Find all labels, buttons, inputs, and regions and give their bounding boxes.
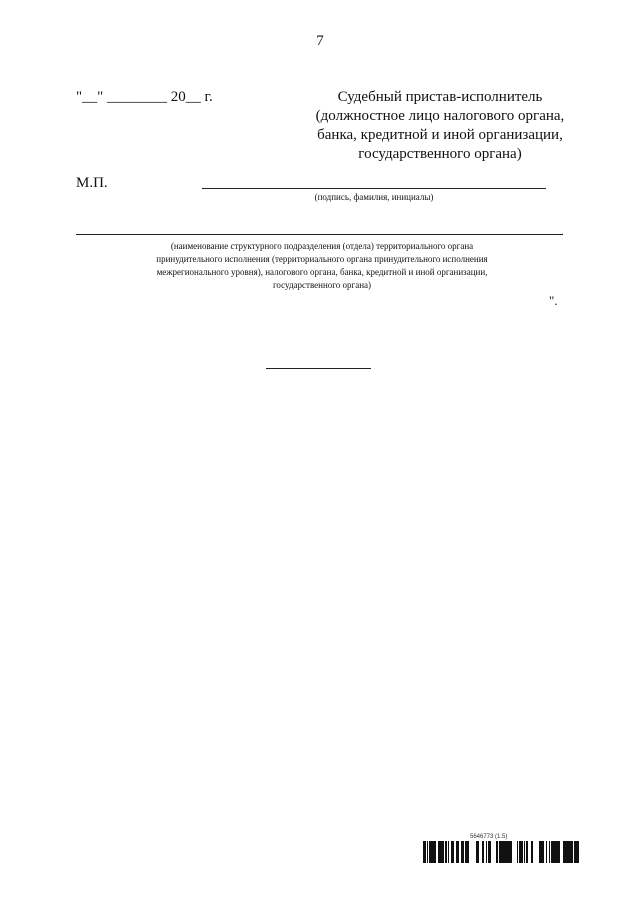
document-code: 5646773 (1.5) xyxy=(470,834,508,840)
organization-caption-line: государственного органа) xyxy=(272,280,372,290)
position-title xyxy=(300,88,580,164)
organization-line xyxy=(76,234,562,235)
organization-caption-line: (наименование структурного подразделения (отдела) территориального органа xyxy=(170,241,474,251)
page-number: 7 xyxy=(316,33,324,49)
end-rule xyxy=(266,368,371,369)
stamp-label: М.П. xyxy=(76,175,108,191)
organization-caption-line: межрегионального уровня), налогового органа, банка, кредитной и иной организации, xyxy=(156,267,488,277)
organization-caption-line: принудительного исполнения (территориального органа принудительного исполнения xyxy=(156,254,488,264)
organization-caption xyxy=(96,240,548,292)
position-title-line: Судебный пристав-исполнитель xyxy=(337,89,543,105)
signature-line xyxy=(202,188,546,189)
date-field: "__" ________ 20__ г. xyxy=(76,89,213,105)
position-title-line: государственного органа) xyxy=(358,146,522,162)
closing-quote: ". xyxy=(549,293,558,308)
position-title-line: (должностное лицо налогового органа, xyxy=(315,108,565,124)
barcode xyxy=(423,841,580,863)
position-title-line: банка, кредитной и иной организации, xyxy=(317,127,563,143)
organization-line-end: . xyxy=(561,226,564,238)
signature-caption: (подпись, фамилия, инициалы) xyxy=(314,192,434,202)
